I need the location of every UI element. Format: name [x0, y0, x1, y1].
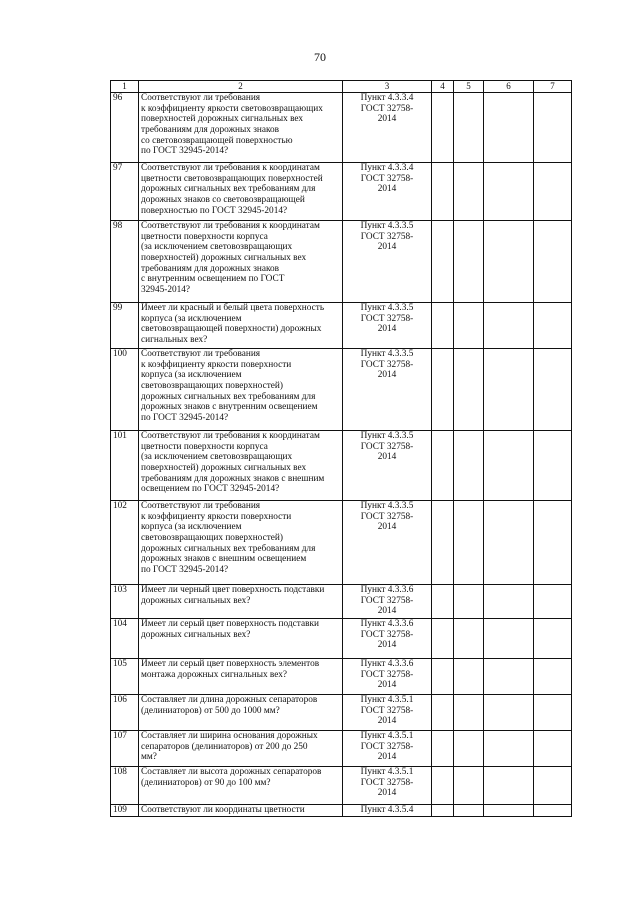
column-header: 4: [432, 81, 454, 93]
row-reference: Пункт 4.3.5.1 ГОСТ 32758- 2014: [343, 695, 432, 731]
empty-cell-col-6: [484, 585, 534, 619]
row-number: 101: [111, 431, 139, 501]
row-number: 105: [111, 659, 139, 695]
row-question: Составляет ли длина дорожных сепараторов (делиниаторов) от 500 до 1000 мм?: [139, 695, 343, 731]
requirements-table: [110, 80, 572, 817]
empty-cell-col-7: [534, 501, 572, 585]
row-question: Имеет ли красный и белый цвета поверхность корпуса (за исключением световозвращающей поверхности) дорожных сигнальных вех?: [139, 303, 343, 349]
empty-cell-col-4: [432, 731, 454, 767]
row-reference: Пункт 4.3.3.4 ГОСТ 32758- 2014: [343, 163, 432, 221]
row-question: Соответствуют ли координаты цветности: [139, 805, 343, 817]
row-reference: Пункт 4.3.3.5 ГОСТ 32758- 2014: [343, 349, 432, 431]
empty-cell-col-4: [432, 659, 454, 695]
row-question: Составляет ли высота дорожных сепараторов (делиниаторов) от 90 до 100 мм?: [139, 767, 343, 805]
empty-cell-col-5: [454, 93, 484, 163]
empty-cell-col-7: [534, 619, 572, 659]
table-row: [111, 93, 572, 163]
empty-cell-col-4: [432, 767, 454, 805]
empty-cell-col-6: [484, 431, 534, 501]
empty-cell-col-4: [432, 501, 454, 585]
table-row: [111, 659, 572, 695]
empty-cell-col-6: [484, 93, 534, 163]
empty-cell-col-4: [432, 431, 454, 501]
empty-cell-col-7: [534, 431, 572, 501]
empty-cell-col-6: [484, 349, 534, 431]
column-header: 7: [534, 81, 572, 93]
empty-cell-col-4: [432, 349, 454, 431]
table-row: [111, 619, 572, 659]
empty-cell-col-6: [484, 221, 534, 303]
table-row: [111, 501, 572, 585]
column-header: 6: [484, 81, 534, 93]
empty-cell-col-7: [534, 303, 572, 349]
row-reference: Пункт 4.3.3.4 ГОСТ 32758- 2014: [343, 93, 432, 163]
empty-cell-col-6: [484, 731, 534, 767]
empty-cell-col-5: [454, 731, 484, 767]
row-number: 97: [111, 163, 139, 221]
table-row: [111, 431, 572, 501]
row-number: 104: [111, 619, 139, 659]
row-question: Соответствуют ли требования к координатам цветности поверхности корпуса (за исключением световозвращающих поверхностей) дорожных сигнальных вех требованиям для дорожных знаков с внешним освещением по ГОСТ 32945-2014?: [139, 431, 343, 501]
row-number: 107: [111, 731, 139, 767]
row-number: 109: [111, 805, 139, 817]
row-reference: Пункт 4.3.5.1 ГОСТ 32758- 2014: [343, 767, 432, 805]
empty-cell-col-6: [484, 659, 534, 695]
empty-cell-col-6: [484, 767, 534, 805]
empty-cell-col-7: [534, 349, 572, 431]
empty-cell-col-5: [454, 431, 484, 501]
empty-cell-col-5: [454, 163, 484, 221]
row-reference: Пункт 4.3.3.5 ГОСТ 32758- 2014: [343, 431, 432, 501]
empty-cell-col-5: [454, 767, 484, 805]
row-number: 96: [111, 93, 139, 163]
empty-cell-col-4: [432, 163, 454, 221]
row-question: Соответствуют ли требования к координатам цветности световозвращающих поверхностей дорожных сигнальных вех требованиям для дорожных знаков со световозвращающей поверхностью по ГОСТ 32945-2014?: [139, 163, 343, 221]
row-question: Соответствуют ли требования к коэффициенту яркости поверхности корпуса (за исключением световозвращающих поверхностей) дорожных сигнальных вех требованиям для дорожных знаков с внешним освещением по ГОСТ 32945-2014?: [139, 501, 343, 585]
row-question: Имеет ли черный цвет поверхность подставки дорожных сигнальных вех?: [139, 585, 343, 619]
column-header: 5: [454, 81, 484, 93]
empty-cell-col-5: [454, 659, 484, 695]
empty-cell-col-4: [432, 585, 454, 619]
row-number: 98: [111, 221, 139, 303]
column-header: 1: [111, 81, 139, 93]
empty-cell-col-5: [454, 501, 484, 585]
empty-cell-col-4: [432, 93, 454, 163]
table-row: [111, 805, 572, 817]
row-question: Имеет ли серый цвет поверхность элементов монтажа дорожных сигнальных вех?: [139, 659, 343, 695]
empty-cell-col-4: [432, 695, 454, 731]
row-question: Имеет ли серый цвет поверхность подставки дорожных сигнальных вех?: [139, 619, 343, 659]
row-number: 99: [111, 303, 139, 349]
empty-cell-col-7: [534, 805, 572, 817]
empty-cell-col-5: [454, 805, 484, 817]
row-number: 102: [111, 501, 139, 585]
empty-cell-col-4: [432, 303, 454, 349]
empty-cell-col-7: [534, 221, 572, 303]
empty-cell-col-4: [432, 619, 454, 659]
empty-cell-col-5: [454, 585, 484, 619]
empty-cell-col-5: [454, 221, 484, 303]
page-number: 70: [314, 50, 326, 64]
table-row: [111, 349, 572, 431]
column-header: 2: [139, 81, 343, 93]
empty-cell-col-6: [484, 805, 534, 817]
empty-cell-col-6: [484, 619, 534, 659]
empty-cell-col-5: [454, 619, 484, 659]
table-row: [111, 221, 572, 303]
empty-cell-col-4: [432, 221, 454, 303]
table-body: [111, 93, 572, 817]
row-reference: Пункт 4.3.3.5 ГОСТ 32758- 2014: [343, 221, 432, 303]
row-number: 106: [111, 695, 139, 731]
empty-cell-col-7: [534, 695, 572, 731]
empty-cell-col-7: [534, 659, 572, 695]
empty-cell-col-7: [534, 163, 572, 221]
row-reference: Пункт 4.3.3.5 ГОСТ 32758- 2014: [343, 501, 432, 585]
table-row: [111, 163, 572, 221]
empty-cell-col-7: [534, 93, 572, 163]
table-row: [111, 767, 572, 805]
empty-cell-col-5: [454, 349, 484, 431]
empty-cell-col-7: [534, 731, 572, 767]
empty-cell-col-6: [484, 163, 534, 221]
column-header: 3: [343, 81, 432, 93]
empty-cell-col-7: [534, 767, 572, 805]
table-row: [111, 731, 572, 767]
row-number: 108: [111, 767, 139, 805]
row-question: Соответствуют ли требования к коэффициенту яркости поверхности корпуса (за исключением световозвращающих поверхностей) дорожных сигнальных вех требованиям для дорожных знаков с внутренним освещением по ГОСТ 32945-2014?: [139, 349, 343, 431]
empty-cell-col-5: [454, 695, 484, 731]
row-reference: Пункт 4.3.3.5 ГОСТ 32758- 2014: [343, 303, 432, 349]
empty-cell-col-5: [454, 303, 484, 349]
row-number: 103: [111, 585, 139, 619]
empty-cell-col-7: [534, 585, 572, 619]
empty-cell-col-6: [484, 303, 534, 349]
row-reference: Пункт 4.3.3.6 ГОСТ 32758- 2014: [343, 619, 432, 659]
empty-cell-col-6: [484, 695, 534, 731]
row-reference: Пункт 4.3.3.6 ГОСТ 32758- 2014: [343, 659, 432, 695]
empty-cell-col-4: [432, 805, 454, 817]
row-question: Соответствуют ли требования к коэффициенту яркости световозвращающих поверхностей дорожных сигнальных вех требованиям для дорожных знаков со световозвращающей поверхностью по ГОСТ 32945-2014?: [139, 93, 343, 163]
empty-cell-col-6: [484, 501, 534, 585]
table-row: [111, 695, 572, 731]
row-question: Составляет ли ширина основания дорожных сепараторов (делиниаторов) от 200 до 250 мм?: [139, 731, 343, 767]
table-header-row: [111, 81, 572, 93]
table-row: [111, 585, 572, 619]
row-question: Соответствуют ли требования к координатам цветности поверхности корпуса (за исключением световозвращающих поверхностей) дорожных сигнальных вех требованиям для дорожных знаков с внутренним освещением по ГОСТ 32945-2014?: [139, 221, 343, 303]
row-reference: Пункт 4.3.5.4: [343, 805, 432, 817]
row-number: 100: [111, 349, 139, 431]
row-reference: Пункт 4.3.3.6 ГОСТ 32758- 2014: [343, 585, 432, 619]
table-row: [111, 303, 572, 349]
row-reference: Пункт 4.3.5.1 ГОСТ 32758- 2014: [343, 731, 432, 767]
